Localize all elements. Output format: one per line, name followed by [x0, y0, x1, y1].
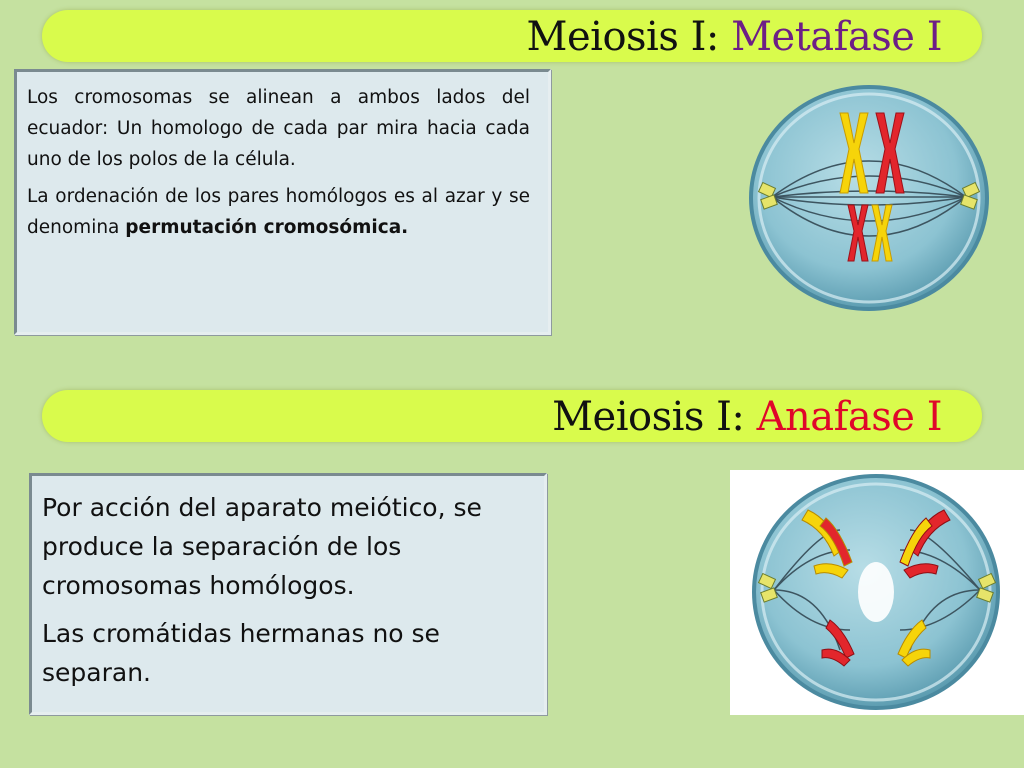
- cell-membrane: [751, 87, 987, 309]
- metafase-title-phase: Metafase I: [731, 14, 942, 60]
- anafase-description-box: [29, 473, 547, 715]
- metafase-paragraph-1: Los cromosomas se alinean a ambos lados del ecuador: Un homologo de cada par mira hacia cada uno de los polos de la célula.: [27, 87, 530, 170]
- anafase-paragraph-1: Por acción del aparato meiótico, se produce la separación de los cromosomas homólogos.: [42, 493, 482, 600]
- permutacion-term: permutación cromosómica.: [125, 217, 409, 238]
- anafase-cell-illustration: [730, 470, 1024, 715]
- metafase-paragraph-2: [27, 181, 530, 243]
- anafase-title-phase: Anafase I: [756, 394, 942, 440]
- metafase-paragraph-2-text: La ordenación de los pares homólogos es al azar y se denomina: [27, 186, 530, 238]
- anafase-paragraph-2: Las cromátidas hermanas no se separan.: [42, 619, 440, 687]
- anafase-title-prefix: Meiosis I:: [552, 394, 757, 440]
- metafase-cell-illustration: [744, 85, 994, 315]
- anafase-title-banner: [42, 390, 982, 442]
- metafase-title: [527, 10, 942, 64]
- metafase-title-prefix: Meiosis I:: [526, 14, 732, 60]
- metafase-description-box: [14, 69, 551, 335]
- anafase-title: [552, 390, 942, 444]
- metafase-title-banner: [42, 10, 982, 62]
